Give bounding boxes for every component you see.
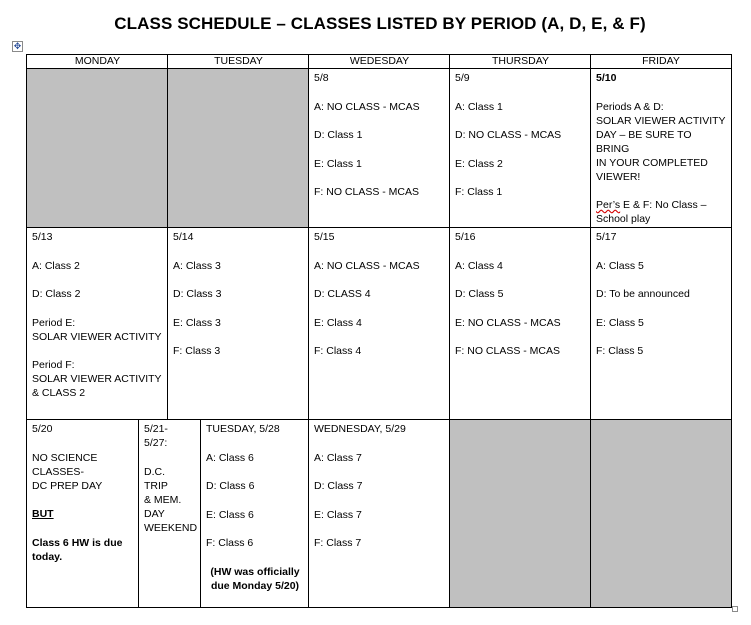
header-friday: FRIDAY — [590, 54, 732, 69]
table-move-handle-icon[interactable]: ✥ — [13, 41, 22, 51]
trip-cell — [138, 419, 201, 608]
period-a: A: Class 1 — [455, 100, 503, 113]
period-a: A: Class 4 — [455, 259, 503, 272]
note-text: E & F: No Class – — [620, 199, 707, 211]
trip-line: & MEM. — [144, 493, 182, 506]
day-cell-5-28 — [200, 419, 309, 608]
homework-note: today. — [32, 550, 63, 563]
day-cell-5-13 — [26, 227, 168, 420]
period-f: F: Class 5 — [596, 345, 644, 357]
period-e-value: SOLAR VIEWER ACTIVITY — [32, 330, 162, 343]
note-line: VIEWER! — [596, 170, 641, 183]
emphasis-label: BUT — [32, 508, 54, 520]
empty-cell-mon-week1 — [26, 68, 168, 228]
period-a: A: Class 7 — [314, 451, 362, 464]
period-e: E: Class 2 — [455, 157, 503, 170]
trip-line: 5/27: — [144, 437, 168, 449]
period-e: E: NO CLASS - MCAS — [455, 316, 561, 329]
homework-note: Class 6 HW is due — [32, 536, 123, 549]
header-thursday: THURSDAY — [449, 54, 591, 69]
trip-line: D.C. — [144, 465, 165, 478]
period-f-value: SOLAR VIEWER ACTIVITY — [32, 373, 162, 385]
period-e: E: Class 6 — [206, 508, 254, 521]
period-d: D: Class 6 — [206, 480, 255, 492]
spellcheck-word: Per’s — [596, 199, 621, 211]
period-f-value: & CLASS 2 — [32, 387, 86, 399]
period-d: D: Class 3 — [173, 288, 222, 300]
note-line: IN YOUR COMPLETED — [596, 156, 708, 169]
period-d: D: Class 2 — [32, 288, 81, 300]
day-cell-5-8 — [308, 68, 450, 228]
period-d: D: Class 1 — [314, 129, 363, 141]
note-line: NO SCIENCE — [32, 451, 98, 464]
page-title: CLASS SCHEDULE – CLASSES LISTED BY PERIOD (A, D, E, & F) — [114, 14, 646, 33]
header-wednesday: WEDESDAY — [308, 54, 450, 69]
period-f: F: Class 6 — [206, 537, 254, 549]
trip-line: DAY — [144, 507, 165, 520]
day-cell-5-10 — [590, 68, 732, 228]
day-cell-5-17 — [590, 227, 732, 420]
day-cell-5-29 — [308, 419, 450, 608]
period-d: D: To be announced — [596, 288, 690, 300]
period-d: D: NO CLASS - MCAS — [455, 129, 562, 141]
date-label: 5/15 — [314, 231, 335, 243]
period-a: A: NO CLASS - MCAS — [314, 259, 420, 272]
homework-note: (HW was officially — [210, 565, 300, 578]
period-e: E: Class 4 — [314, 316, 362, 329]
day-cell-5-14 — [167, 227, 309, 420]
note-line: DAY – BE SURE TO BRING — [596, 128, 692, 155]
period-a: A: Class 5 — [596, 259, 644, 272]
period-d: D: Class 5 — [455, 288, 504, 300]
note-line: School play — [596, 213, 651, 225]
trip-line: 5/21- — [144, 423, 168, 435]
date-label: 5/8 — [314, 72, 329, 84]
header-monday: MONDAY — [26, 54, 168, 69]
period-f: F: Class 1 — [455, 186, 503, 198]
date-label: 5/9 — [455, 72, 470, 84]
empty-cell-thu-week3 — [449, 419, 591, 608]
period-d: D: CLASS 4 — [314, 288, 371, 300]
period-f: F: Class 4 — [314, 345, 362, 357]
period-e: E: Class 7 — [314, 508, 362, 521]
period-d: D: Class 7 — [314, 480, 363, 492]
date-label: TUESDAY, 5/28 — [206, 423, 280, 435]
homework-note: due Monday 5/20) — [210, 579, 300, 592]
date-label: WEDNESDAY, 5/29 — [314, 423, 406, 435]
note-line — [596, 198, 726, 212]
period-a: A: Class 2 — [32, 259, 80, 272]
note-line: CLASSES- — [32, 465, 84, 478]
period-f: F: NO CLASS - MCAS — [314, 186, 420, 198]
date-label: 5/14 — [173, 231, 194, 243]
period-a: A: NO CLASS - MCAS — [314, 100, 420, 113]
date-label: 5/16 — [455, 231, 476, 243]
header-tuesday: TUESDAY — [167, 54, 309, 69]
period-e-label: Period E: — [32, 316, 76, 329]
note-line: Periods A & D: — [596, 100, 664, 113]
day-cell-5-16 — [449, 227, 591, 420]
period-f: F: NO CLASS - MCAS — [455, 345, 561, 357]
period-f: F: Class 7 — [314, 537, 362, 549]
period-e: E: Class 3 — [173, 316, 221, 329]
trip-line: WEEKEND — [144, 521, 198, 534]
note-line: SOLAR VIEWER ACTIVITY — [596, 114, 726, 127]
period-a: A: Class 6 — [206, 451, 254, 464]
date-label: 5/17 — [596, 231, 617, 243]
day-cell-5-9 — [449, 68, 591, 228]
empty-cell-tue-week1 — [167, 68, 309, 228]
trip-line: TRIP — [144, 479, 168, 492]
day-cell-5-20 — [26, 419, 139, 608]
empty-cell-fri-week3 — [590, 419, 732, 608]
period-a: A: Class 3 — [173, 259, 221, 272]
period-f: F: Class 3 — [173, 345, 221, 357]
table-resize-handle-icon[interactable] — [732, 606, 738, 612]
period-e: E: Class 1 — [314, 157, 362, 170]
day-cell-5-15 — [308, 227, 450, 420]
note-line: DC PREP DAY — [32, 479, 103, 492]
period-e: E: Class 5 — [596, 316, 644, 329]
date-label: 5/13 — [32, 231, 53, 243]
date-label: 5/10 — [596, 72, 617, 84]
date-label: 5/20 — [32, 423, 53, 435]
period-f-label: Period F: — [32, 359, 75, 371]
